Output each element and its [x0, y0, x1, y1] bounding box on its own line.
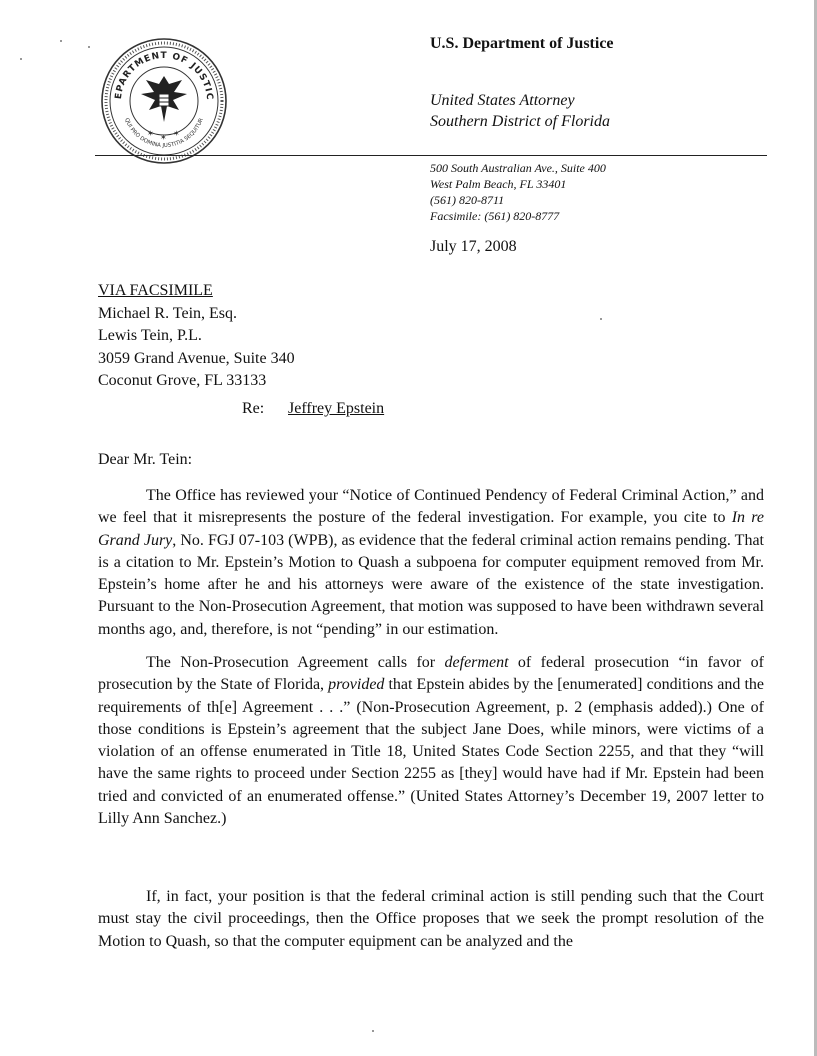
svg-text:✶: ✶: [173, 129, 180, 138]
department-name: U.S. Department of Justice: [430, 35, 614, 52]
header-divider: [95, 155, 767, 156]
eagle-icon: [141, 76, 187, 122]
re-subject: Jeffrey Epstein: [288, 400, 385, 417]
p2-emphasis-provided: provided: [328, 676, 385, 694]
recipient-block: [98, 280, 295, 393]
recipient-firm: Lewis Tein, P.L.: [98, 327, 202, 344]
recipient-name: Michael R. Tein, Esq.: [98, 304, 238, 322]
svg-text:✶: ✶: [147, 129, 154, 138]
p3-text: If, in fact, your position is that the federal criminal action is still pending such that the Court must stay the civil proceedings, then the Office proposes that we seek the prompt resolution of the Motion to Quash, so that the computer equipment can be analyzed and the: [98, 888, 764, 950]
p2-text-c: that Epstein abides by the [enumerated] conditions and the requirements of th[e] Agreement . . .” (Non-Prosecution Agreement, p. 2 (emphasis added).) One of those conditions is Epstein’s agreement that the subject Jane Does, while minors, were victims of a violation of an offense enumerated in Title 18, United States Code Section 2255, and that they “will have the same rights to proceed under Section 2255 as [they] would have had if Mr. Epstein had been tried and convicted of an enumerated offense.” (United States Attorney’s December 19, 2007 letter to Lilly Ann Sanchez.): [98, 676, 765, 828]
body-paragraph-2: [98, 652, 764, 830]
scan-speck: [60, 40, 62, 42]
recipient-street: 3059 Grand Avenue, Suite 340: [98, 349, 295, 367]
letter-date: July 17, 2008: [430, 238, 517, 255]
doj-seal: [99, 36, 229, 166]
p2-text-a: The Non-Prosecution Agreement calls for: [146, 654, 445, 671]
address-phone: (561) 820-8711: [430, 193, 505, 207]
recipient-city: Coconut Grove, FL 33133: [98, 372, 267, 389]
p1-case-name: In re Grand Jury: [98, 509, 764, 549]
scan-speck: [600, 318, 602, 320]
scan-speck: [88, 46, 90, 48]
delivery-method: VIA FACSIMILE: [98, 282, 213, 299]
p1-text-b: , No. FGJ 07-103 (WPB), as evidence that the federal criminal action remains pending. That is a citation to Mr. Epstein’s Motion to Quash a subpoena for computer equipment removed from Mr. Epstein’s home after he and his attorneys were aware of the existence of the state investigation. Pursuant to the Non-Prosecution Agreement, that motion was supposed to have been withdrawn several months ago, and, therefore, is not “pending” in our estimation.: [98, 531, 764, 638]
address-fax: Facsimile: (561) 820-8777: [430, 209, 560, 223]
p2-text-b: of federal prosecution “in favor of prosecution by the State of Florida,: [98, 654, 764, 694]
body-paragraph-1: [98, 485, 764, 641]
scan-speck: [372, 1030, 374, 1032]
office-address: [430, 160, 606, 224]
address-line-2: West Palm Beach, FL 33401: [430, 177, 567, 191]
p1-text-a: The Office has reviewed your “Notice of Continued Pendency of Federal Criminal Action,” and we feel that it misrepresents the posture of the federal investigation. For example, you cite to: [98, 487, 764, 527]
seal-text-bottom: QUI PRO DOMINA JUSTITIA SEQUITUR: [123, 117, 205, 150]
office-title: [430, 90, 610, 132]
salutation: Dear Mr. Tein:: [98, 451, 193, 468]
address-line-1: 500 South Australian Ave., Suite 400: [430, 161, 606, 175]
p2-emphasis-deferment: deferment: [444, 654, 509, 671]
body-paragraph-3: [98, 886, 764, 953]
re-label: Re:: [242, 400, 265, 417]
office-line-1: United States Attorney: [430, 92, 575, 109]
office-line-2: Southern District of Florida: [430, 113, 610, 130]
seal-text-top: EPARTMENT OF JUSTIC: [113, 50, 215, 101]
scan-speck: [20, 58, 22, 60]
svg-text:✶: ✶: [160, 133, 167, 142]
